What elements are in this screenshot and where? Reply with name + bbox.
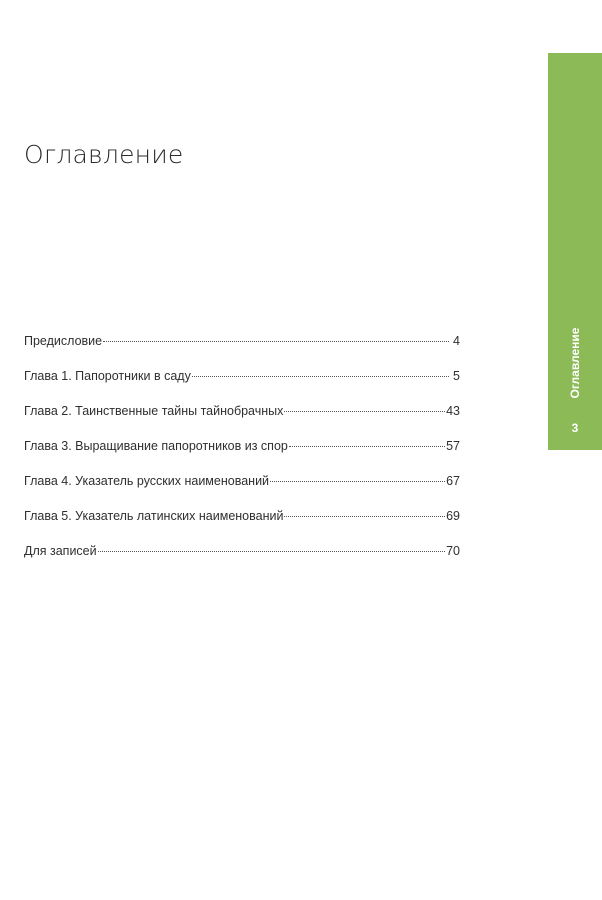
toc-entry-title: Для записей <box>24 544 97 558</box>
dot-leader <box>103 341 449 342</box>
dot-leader <box>98 551 445 552</box>
dot-leader <box>284 411 445 412</box>
toc-entry-title: Глава 1. Папоротники в саду <box>24 369 191 383</box>
dot-leader <box>284 516 445 517</box>
page-number: 3 <box>571 421 579 435</box>
dot-leader <box>289 446 445 447</box>
table-of-contents <box>24 334 460 579</box>
section-side-tab <box>548 53 602 450</box>
toc-entry[interactable] <box>24 509 460 544</box>
toc-entry-title: Глава 3. Выращивание папоротников из спор <box>24 439 288 453</box>
toc-entry-page: 57 <box>446 439 460 453</box>
toc-entry[interactable] <box>24 404 460 439</box>
toc-entry[interactable] <box>24 334 460 369</box>
toc-entry[interactable] <box>24 474 460 509</box>
toc-entry[interactable] <box>24 439 460 474</box>
dot-leader <box>270 481 445 482</box>
toc-entry-page: 5 <box>453 369 460 383</box>
toc-entry-title: Предисловие <box>24 334 103 348</box>
dot-leader <box>192 376 449 377</box>
side-tab-label-text: Оглавление <box>568 327 582 399</box>
page-title: Оглавление <box>24 140 184 169</box>
toc-entry[interactable] <box>24 544 460 579</box>
toc-entry-page: 69 <box>446 509 460 523</box>
toc-entry-page: 70 <box>446 544 460 558</box>
toc-entry-title: Глава 4. Указатель русских наименований <box>24 474 270 488</box>
toc-entry-page: 67 <box>446 474 460 488</box>
toc-entry-title: Глава 5. Указатель латинских наименований <box>24 509 284 523</box>
toc-entry[interactable] <box>24 369 460 404</box>
toc-entry-page: 4 <box>453 334 460 348</box>
toc-entry-title: Глава 2. Таинственные тайны тайнобрачных <box>24 404 284 418</box>
toc-entry-page: 43 <box>446 404 460 418</box>
